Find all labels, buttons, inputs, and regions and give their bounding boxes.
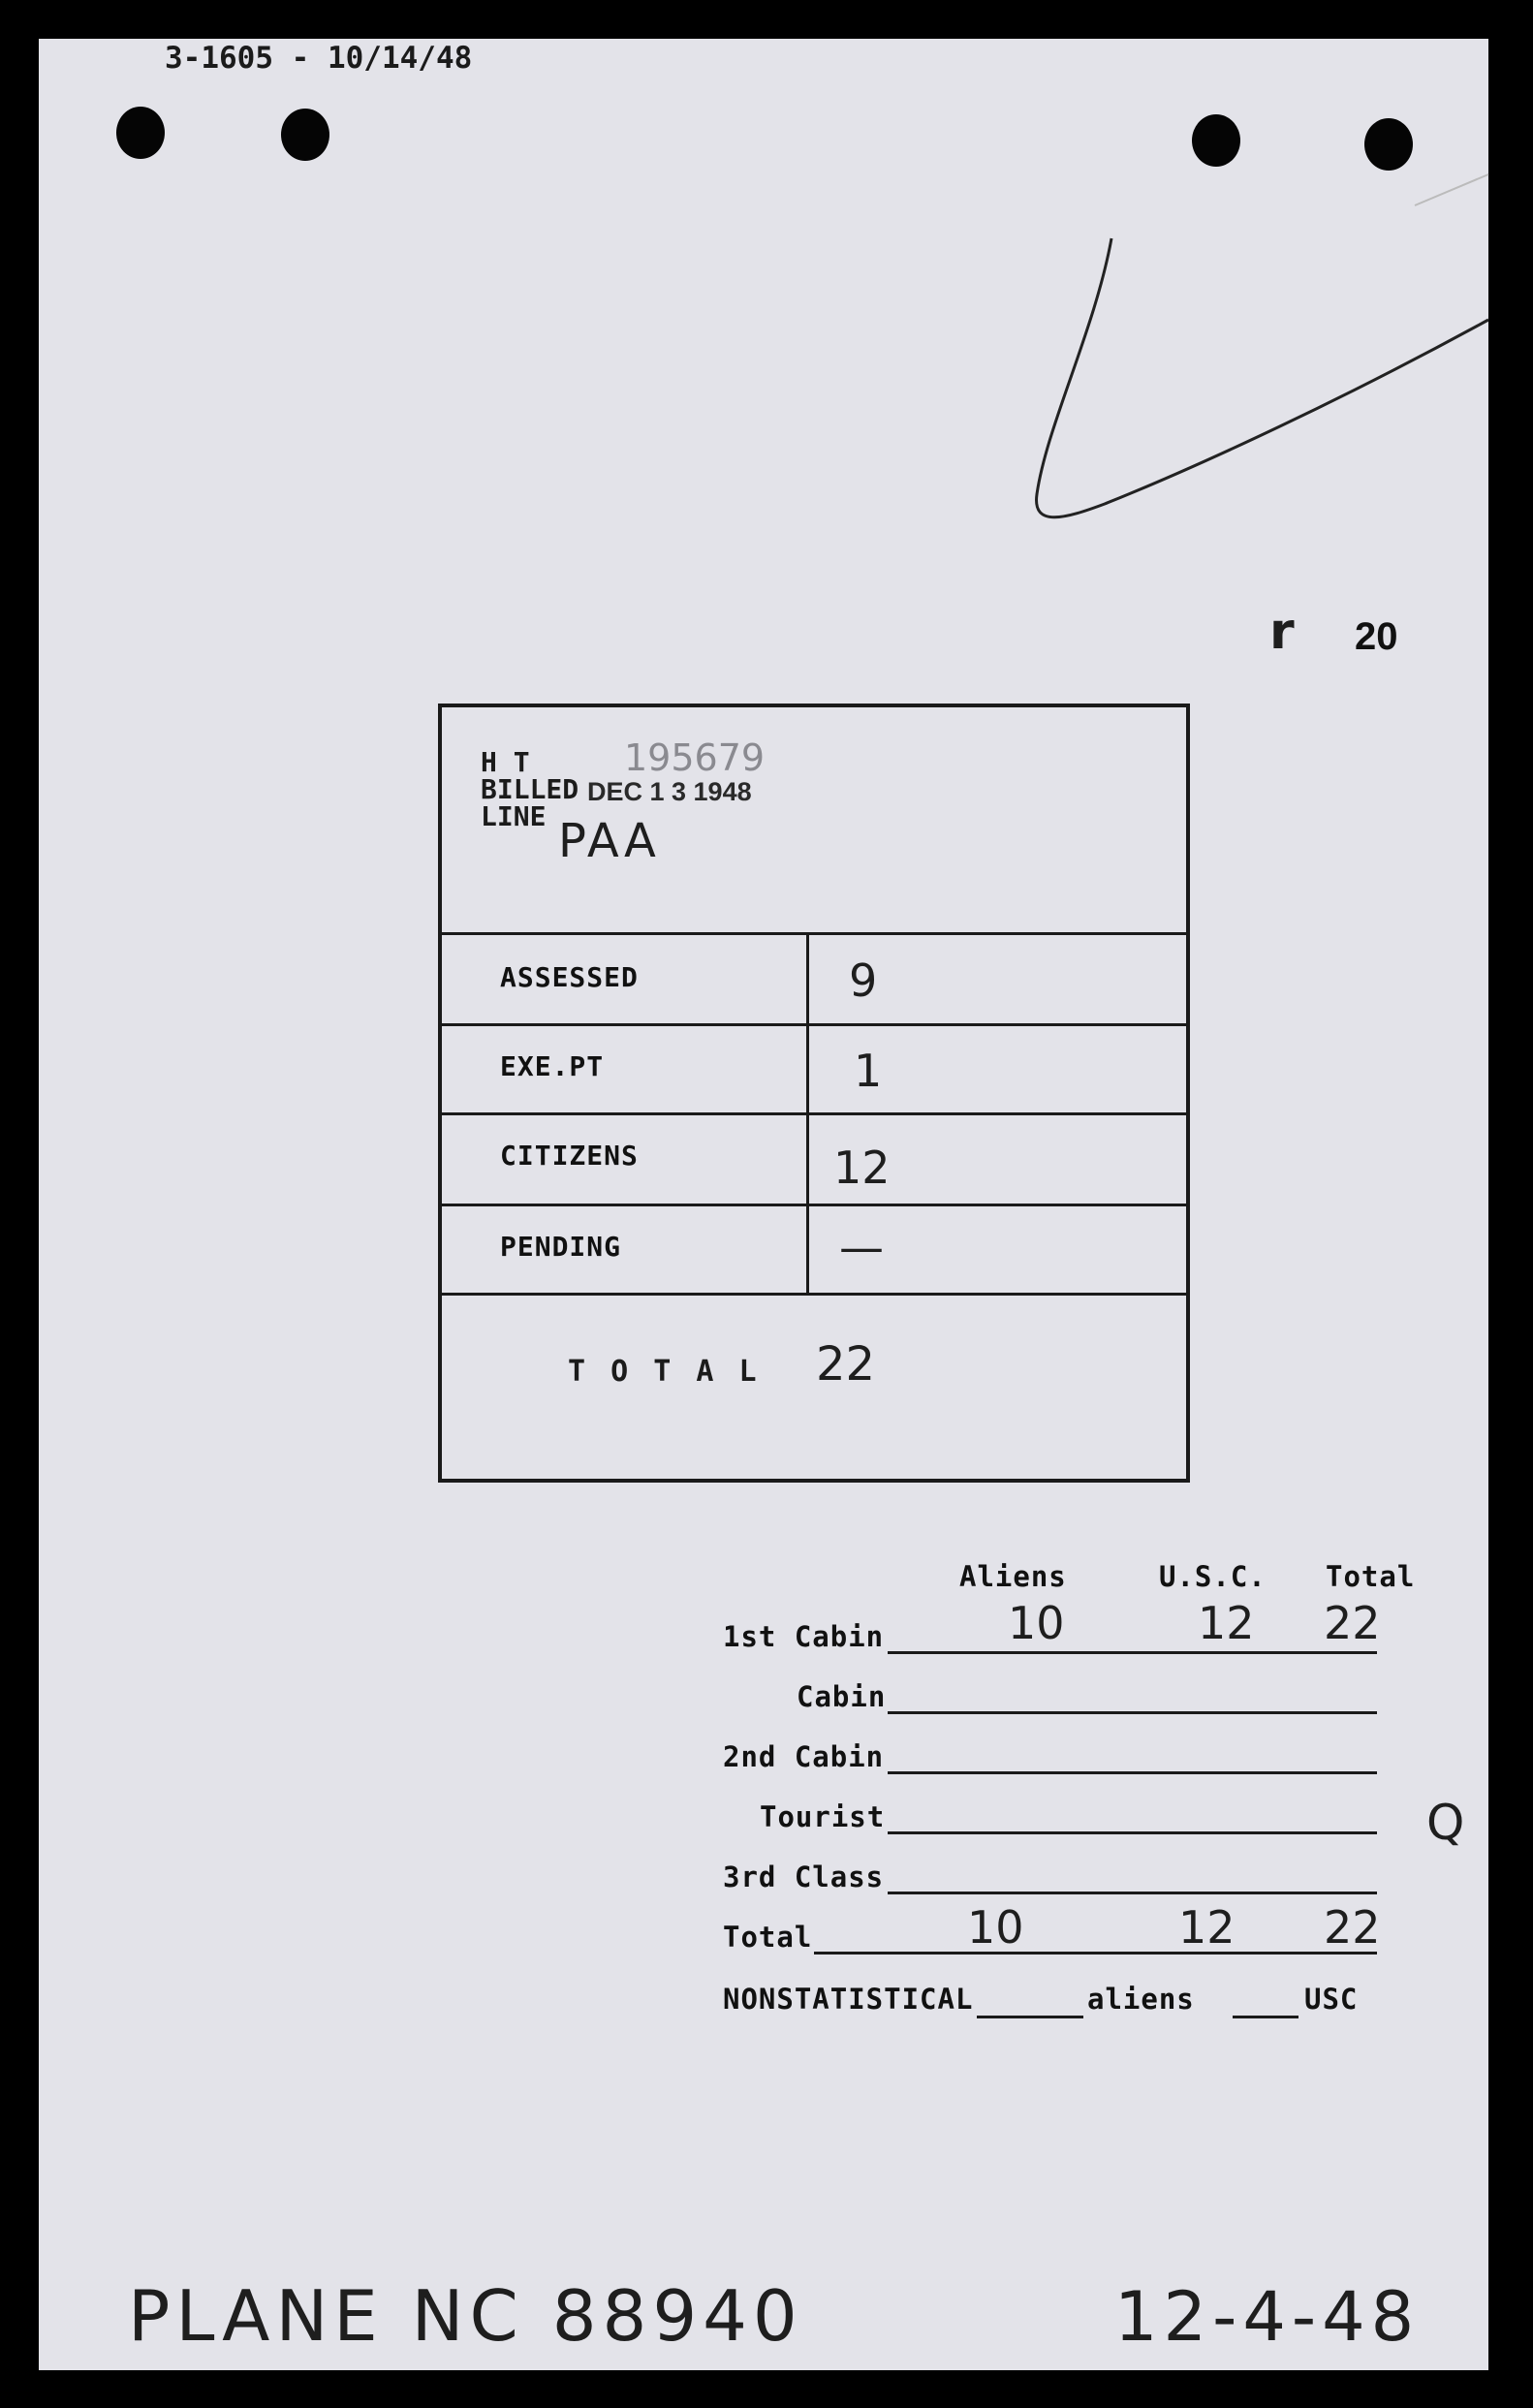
- usc-label: USC: [1304, 1983, 1359, 2016]
- divider: [442, 932, 1186, 935]
- row-label-assessed: ASSESSED: [500, 961, 639, 993]
- entry-line: [814, 1952, 1377, 1955]
- form-reference: 3-1605 - 10/14/48: [165, 41, 473, 76]
- first-cabin-usc: 12: [1198, 1597, 1255, 1649]
- row-label-citizens: CITIZENS: [500, 1140, 639, 1172]
- summary-row-label: 2nd Cabin: [723, 1740, 885, 1773]
- entry-line: [888, 1771, 1377, 1774]
- nonstatistical-label: NONSTATISTICAL: [723, 1983, 974, 2016]
- column-header-total: Total: [1326, 1560, 1416, 1593]
- total-label: T O T A L: [568, 1355, 761, 1389]
- check-mark: r: [1269, 603, 1295, 661]
- column-header-aliens: Aliens: [959, 1560, 1067, 1593]
- row-value-assessed: 9: [849, 954, 878, 1007]
- total-aliens: 10: [967, 1901, 1024, 1954]
- divider: [442, 1023, 1186, 1026]
- plane-number: PLANE NC 88940: [128, 2275, 803, 2357]
- billed-label: BILLED: [481, 773, 579, 805]
- entry-line: [888, 1892, 1377, 1894]
- page-number: 20: [1355, 615, 1398, 658]
- row-label-pending: PENDING: [500, 1231, 622, 1263]
- billing-stamp-box: [438, 704, 1190, 1483]
- first-cabin-total: 22: [1324, 1597, 1381, 1649]
- margin-mark: Q: [1426, 1795, 1465, 1851]
- divider: [442, 1204, 1186, 1206]
- entry-line: [888, 1651, 1377, 1654]
- row-value-pending: —: [839, 1221, 884, 1273]
- column-divider: [806, 932, 809, 1293]
- divider: [442, 1293, 1186, 1296]
- summary-row-label: 3rd Class: [723, 1861, 885, 1893]
- entry-line: [888, 1711, 1377, 1714]
- aliens-label: aliens: [1087, 1983, 1195, 2016]
- total-total: 22: [1324, 1901, 1381, 1954]
- document-page: [39, 39, 1488, 2370]
- summary-row-label: Tourist: [760, 1800, 886, 1833]
- entry-line: [977, 2016, 1083, 2018]
- billed-date-stamp: DEC 1 3 1948: [587, 777, 752, 806]
- ht-label: H T: [481, 746, 530, 778]
- column-header-usc: U.S.C.: [1159, 1560, 1267, 1593]
- handwritten-date: 12-4-48: [1114, 2277, 1421, 2357]
- row-value-exempt: 1: [854, 1045, 883, 1097]
- summary-row-label: Cabin: [797, 1680, 887, 1713]
- row-value-citizens: 12: [833, 1141, 891, 1194]
- line-value: PAA: [558, 814, 660, 868]
- row-label-exempt: EXE.PT: [500, 1050, 605, 1082]
- ht-number: 195679: [624, 736, 766, 779]
- summary-row-label: 1st Cabin: [723, 1620, 885, 1653]
- total-value: 22: [816, 1337, 876, 1392]
- line-label: LINE: [481, 800, 547, 832]
- divider: [442, 1112, 1186, 1115]
- total-usc: 12: [1178, 1901, 1236, 1954]
- entry-line: [888, 1831, 1377, 1834]
- summary-row-label: Total: [723, 1921, 813, 1954]
- first-cabin-aliens: 10: [1008, 1597, 1065, 1649]
- pen-stroke-mark: [39, 39, 1488, 620]
- entry-line: [1233, 2016, 1298, 2018]
